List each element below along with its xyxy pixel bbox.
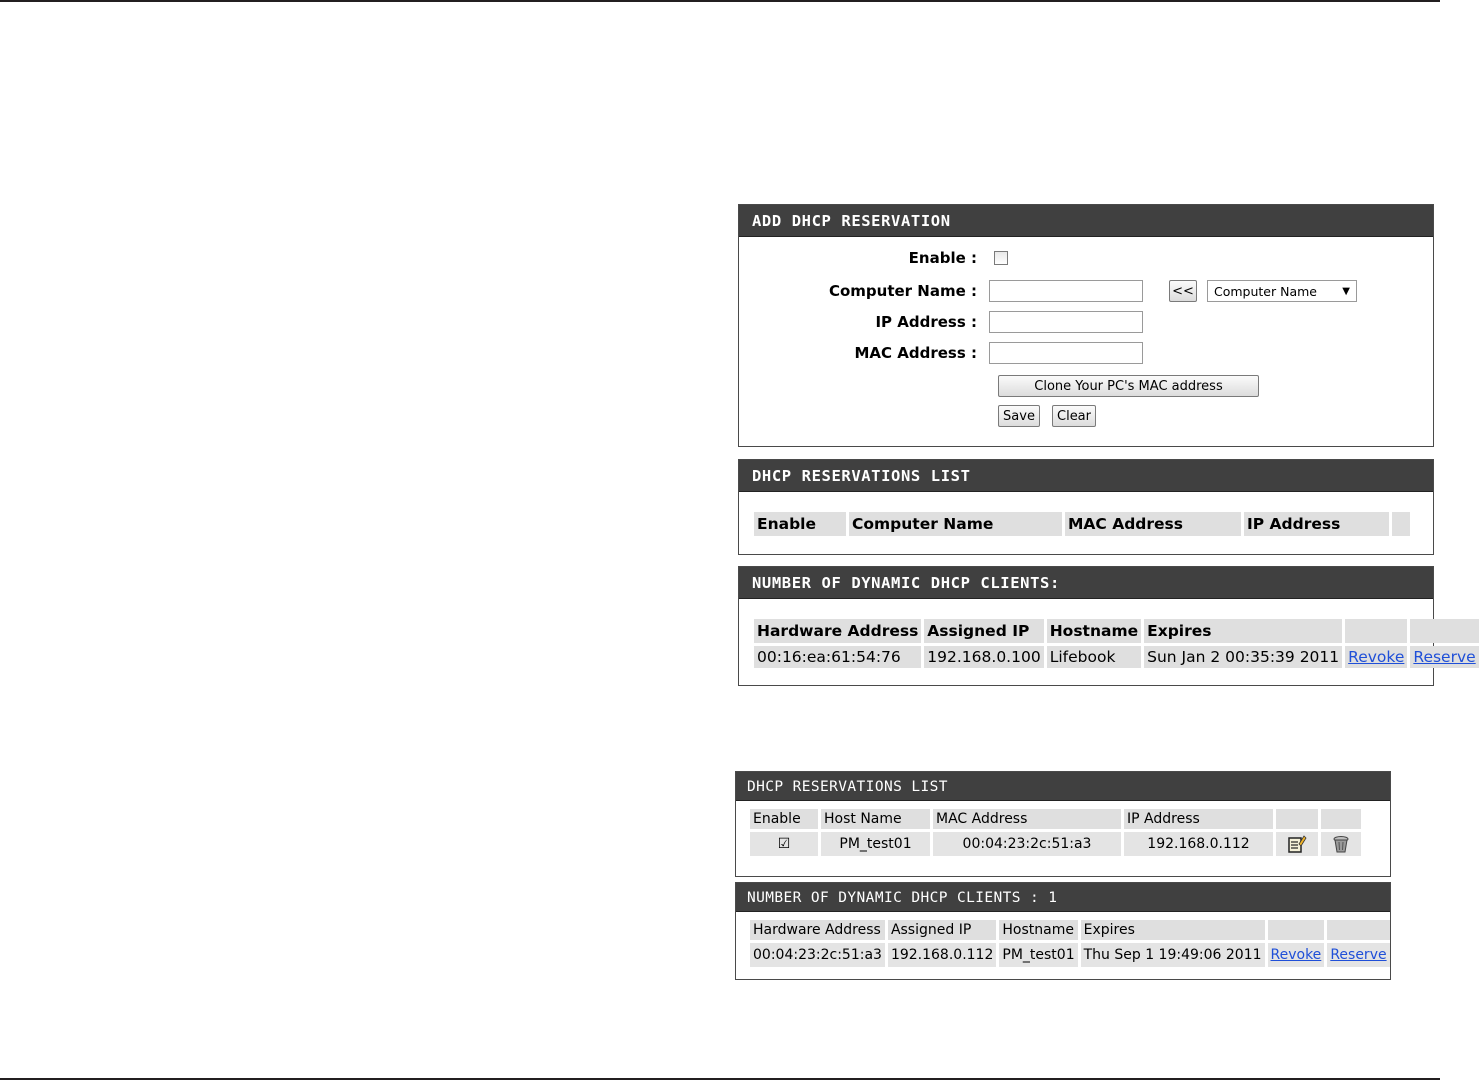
cell-assigned-ip: 192.168.0.100 — [924, 646, 1043, 668]
dynamic-clients-table — [751, 616, 1482, 671]
reservations-table-2 — [747, 806, 1364, 859]
cell-hostname: PM_test01 — [999, 943, 1077, 967]
clone-row — [998, 375, 1259, 397]
dynamic-clients-title-2: NUMBER OF DYNAMIC DHCP CLIENTS : 1 — [736, 883, 1390, 912]
table-row — [750, 832, 1361, 856]
cell-reserve — [1410, 646, 1478, 668]
col-enable: Enable — [754, 512, 846, 536]
cell-mac-address: 00:04:23:2c:51:a3 — [933, 832, 1121, 856]
col-mac-address: MAC Address — [1065, 512, 1241, 536]
computer-name-select[interactable] — [1207, 280, 1357, 302]
clone-mac-button[interactable]: Clone Your PC's MAC address — [998, 375, 1259, 397]
col-expires: Expires — [1144, 619, 1342, 643]
reservations-list-title: DHCP RESERVATIONS LIST — [739, 460, 1433, 492]
cell-revoke — [1268, 943, 1325, 967]
col-revoke — [1268, 920, 1325, 940]
cell-host-name: PM_test01 — [821, 832, 930, 856]
cell-delete — [1321, 832, 1361, 856]
ip-row — [739, 311, 1143, 333]
save-clear-row — [998, 405, 1096, 427]
dynamic-clients-table-2 — [747, 917, 1393, 970]
revoke-link[interactable]: Revoke — [1348, 648, 1405, 666]
dynamic-clients-title: NUMBER OF DYNAMIC DHCP CLIENTS: — [739, 567, 1433, 599]
cell-enable — [750, 832, 818, 856]
enable-label: Enable : — [908, 249, 977, 267]
edit-icon[interactable] — [1287, 834, 1307, 854]
enable-row — [739, 249, 1008, 267]
reservations-table — [751, 509, 1413, 539]
col-delete — [1321, 809, 1361, 829]
cell-hardware-address: 00:16:ea:61:54:76 — [754, 646, 921, 668]
col-reserve — [1327, 920, 1389, 940]
cell-edit — [1276, 832, 1318, 856]
table-header-row — [754, 512, 1410, 536]
cell-ip-address: 192.168.0.112 — [1124, 832, 1273, 856]
col-edit — [1276, 809, 1318, 829]
computer-name-row — [739, 280, 1357, 302]
col-hardware-address: Hardware Address — [754, 619, 921, 643]
table-header-row — [750, 809, 1361, 829]
table-row — [750, 943, 1390, 967]
col-hardware-address: Hardware Address — [750, 920, 885, 940]
enable-checkbox[interactable] — [994, 251, 1008, 265]
cell-expires: Thu Sep 1 19:49:06 2011 — [1081, 943, 1265, 967]
add-reservation-title: ADD DHCP RESERVATION — [739, 205, 1433, 237]
reserve-link[interactable]: Reserve — [1330, 947, 1387, 963]
col-revoke — [1345, 619, 1407, 643]
col-expires: Expires — [1081, 920, 1265, 940]
top-rule — [0, 0, 1440, 2]
cell-assigned-ip: 192.168.0.112 — [888, 943, 996, 967]
cell-revoke — [1345, 646, 1407, 668]
col-mac-address: MAC Address — [933, 809, 1121, 829]
col-hostname: Hostname — [999, 920, 1077, 940]
cell-reserve — [1327, 943, 1389, 967]
ip-address-input[interactable] — [989, 311, 1143, 333]
add-dhcp-reservation-panel — [738, 204, 1434, 447]
reserve-link[interactable]: Reserve — [1413, 648, 1476, 666]
reservations-list-panel-2 — [735, 771, 1391, 877]
chevron-down-icon: ▼ — [1342, 285, 1350, 297]
cell-hostname: Lifebook — [1047, 646, 1141, 668]
table-header-row — [754, 619, 1479, 643]
computer-select-value: Computer Name — [1214, 283, 1317, 299]
clear-button[interactable]: Clear — [1052, 405, 1096, 427]
col-host-name: Host Name — [821, 809, 930, 829]
copy-computer-name-button[interactable]: << — [1169, 280, 1197, 302]
mac-row — [739, 342, 1143, 364]
dynamic-clients-panel-2 — [735, 882, 1391, 980]
reservations-list-title-2: DHCP RESERVATIONS LIST — [736, 772, 1390, 801]
col-ip-address: IP Address — [1124, 809, 1273, 829]
revoke-link[interactable]: Revoke — [1270, 947, 1322, 963]
mac-address-input[interactable] — [989, 342, 1143, 364]
col-assigned-ip: Assigned IP — [924, 619, 1043, 643]
enabled-checkbox[interactable]: ☑ — [777, 836, 791, 852]
trash-icon[interactable] — [1331, 834, 1351, 854]
computer-name-label: Computer Name : — [828, 282, 977, 300]
col-actions — [1392, 512, 1410, 536]
cell-hardware-address: 00:04:23:2c:51:a3 — [750, 943, 885, 967]
table-row — [754, 646, 1479, 668]
col-hostname: Hostname — [1047, 619, 1141, 643]
col-assigned-ip: Assigned IP — [888, 920, 996, 940]
bottom-rule — [0, 1078, 1440, 1080]
reservations-list-panel — [738, 459, 1434, 555]
col-enable: Enable — [750, 809, 818, 829]
save-button[interactable]: Save — [998, 405, 1040, 427]
table-header-row — [750, 920, 1390, 940]
dynamic-clients-panel — [738, 566, 1476, 686]
cell-expires: Sun Jan 2 00:35:39 2011 — [1144, 646, 1342, 668]
col-reserve — [1410, 619, 1478, 643]
mac-address-label: MAC Address : — [854, 344, 977, 362]
computer-name-input[interactable] — [989, 280, 1143, 302]
ip-address-label: IP Address : — [875, 313, 977, 331]
col-ip-address: IP Address — [1244, 512, 1389, 536]
col-computer-name: Computer Name — [849, 512, 1062, 536]
